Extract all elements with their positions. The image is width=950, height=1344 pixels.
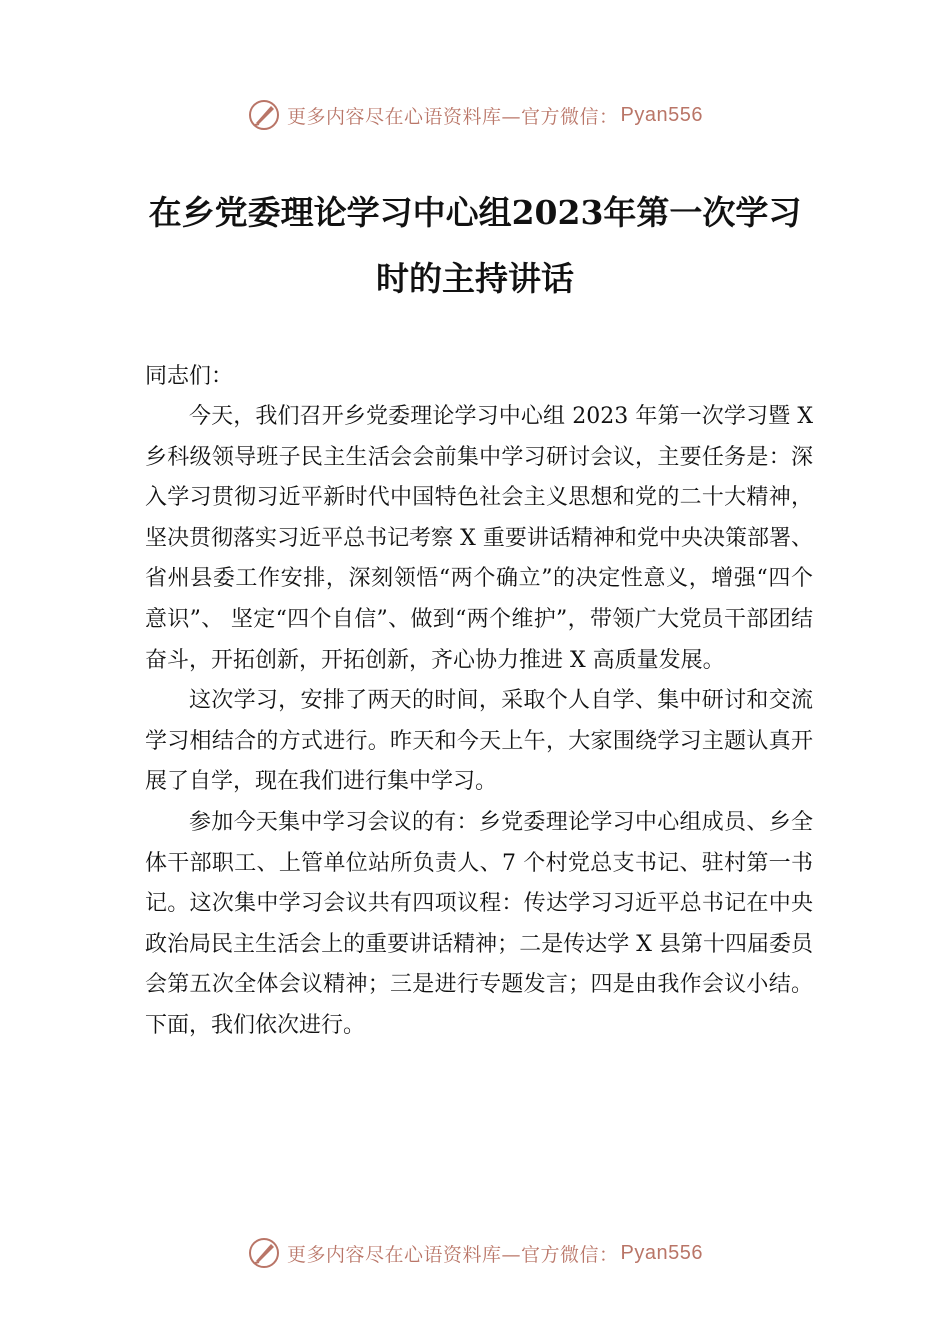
document-body (145, 357, 813, 1047)
watermark-text: 更多内容尽在心语资料库—官方微信： (287, 105, 619, 128)
document-title: 在乡党委理论学习中心组2023年第一次学习时的主持讲话 (148, 193, 802, 298)
salutation: 同志们： (145, 364, 234, 389)
quill-logo-icon (247, 1236, 281, 1270)
watermark-banner-bottom (0, 1233, 950, 1273)
paragraph: 今天，我们召开乡党委理论学习中心组 2023 年第一次学习暨 X 乡科级领导班子民主生活会会前集中学习研讨会议，主要任务是：深入学习贯彻习近平新时代中国特色社会主义思想和党的二十大精神，坚决贯彻落实习近平总书记考察 X 重要讲话精神和党中央决策部署、省州县委工作安排，深刻领悟“两个确立”的决定性意义，增强“四个意识”、 坚定“四个自信”、做到“两个维护”，带领广大党员干部团结奋斗，开拓创新，开拓创新，齐心协力推进 X 高质量发展。 (145, 404, 813, 673)
watermark-banner-top (0, 95, 950, 135)
quill-logo-icon (247, 98, 281, 132)
paragraph: 参加今天集中学习会议的有：乡党委理论学习中心组成员、乡全体干部职工、上管单位站所负责人、7 个村党总支书记、驻村第一书记。这次集中学习会议共有四项议程：传达学习习近平总书记在中央政治局民主生活会上的重要讲话精神；二是传达学 X 县第十四届委员会第五次全体会议精神；三是进行专题发言；四是由我作会议小结。下面，我们依次进行。 (145, 809, 813, 1038)
watermark-text: 更多内容尽在心语资料库—官方微信： (287, 1243, 619, 1266)
watermark-wechat-id: Pyan556 (620, 103, 703, 126)
watermark-wechat-id: Pyan556 (620, 1241, 703, 1264)
paragraph: 这次学习，安排了两天的时间，采取个人自学、集中研讨和交流学习相结合的方式进行。昨天和今天上午，大家围绕学习主题认真开展了自学，现在我们进行集中学习。 (145, 688, 813, 795)
